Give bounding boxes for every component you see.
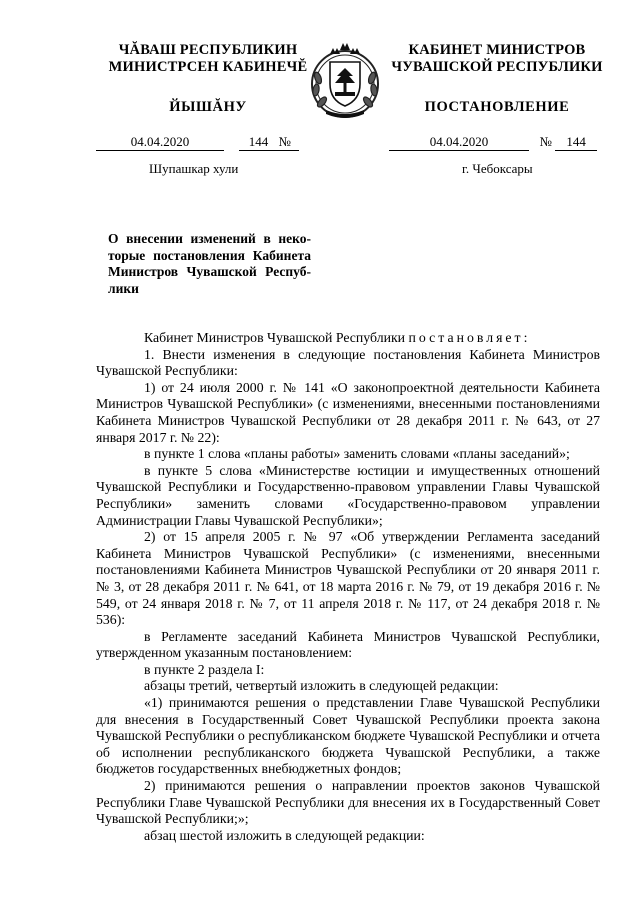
body-paragraph: в пункте 5 слова «Министерстве юстиции и имущественных отношений Чувашской Республики и Государственно-правовом управлении Главы Чувашской Республики» заменить словами «Государственно-правовом управлении Администрации Главы Чувашской Республики»;	[96, 462, 600, 528]
right-organization-name	[372, 42, 622, 76]
document-body	[96, 330, 600, 844]
body-paragraph: абзац шестой изложить в следующей редакции:	[144, 827, 425, 843]
left-number-sign: №	[279, 134, 299, 151]
body-paragraph: в пункте 2 раздела I:	[144, 661, 265, 677]
body-intro	[96, 330, 600, 347]
right-registration-date: 04.04.2020	[389, 134, 529, 151]
right-place-of-issue: г. Чебоксары	[462, 161, 533, 176]
left-org-line-2: МИНИСТРСЕН КАБИНЕЧĔ	[108, 59, 308, 75]
body-paragraph: «1) принимаются решения о представлении Главе Чувашской Республики для внесения в Государственный Совет Чувашской Республики проекта закона Чувашской Республики о республиканском бюджете Чувашской Республики и отчета об исполнении республиканского бюджета Чувашской Республики, а также бюджетов государственных внебюджетных фондов;	[96, 695, 600, 777]
right-registration-line	[389, 134, 597, 151]
right-number-sign: №	[539, 134, 552, 149]
body-paragraph: 1. Внести изменения в следующие постановления Кабинета Министров Чувашской Республики:	[96, 346, 600, 379]
intro-lead: Кабинет Министров Чувашской Республики	[144, 330, 406, 345]
left-place-of-issue: Шупашкар хули	[149, 161, 239, 176]
left-registration-date: 04.04.2020	[96, 134, 224, 151]
right-org-line-2: ЧУВАШСКОЙ РЕСПУБЛИКИ	[391, 59, 603, 75]
right-org-line-1: КАБИНЕТ МИНИСТРОВ	[408, 42, 586, 58]
intro-verb: постановляет:	[408, 330, 531, 345]
left-organization-name	[88, 42, 328, 76]
document-title: О внесении изменений в неко-торые постановления Кабинета Министров Чувашской Респуб-лики	[108, 231, 311, 296]
chuvash-coat-of-arms-icon	[308, 40, 382, 120]
right-document-type: ПОСТАНОВЛЕНИЕ	[424, 99, 570, 115]
body-paragraph: 2) от 15 апреля 2005 г. № 97 «Об утверждении Регламента заседаний Кабинета Министров Чувашской Республики» (с изменениями, внесенными постановлениями Кабинета Министров Чувашской Республики от 20 января 2011 г. № 3, от 28 декабря 2011 г. № 641, от 18 марта 2016 г. № 79, от 19 декабря 2016 г. № 549, от 24 января 2018 г. № 7, от 11 апреля 2018 г. № 117, от 24 декабря 2018 г. № 536):	[96, 529, 600, 628]
right-registration-number: 144	[555, 134, 597, 151]
left-org-line-1: ЧĂВАШ РЕСПУБЛИКИН	[118, 42, 298, 58]
body-paragraph: 1) от 24 июля 2000 г. № 141 «О законопроектной деятельности Кабинета Министров Чувашской Республики» (с изменениями, внесенными постановлениями Кабинета Министров Чувашской Республики от 28 декабря 2011 г. № 643, от 27 января 2017 г. № 22):	[96, 379, 600, 445]
left-registration-line	[96, 134, 299, 151]
left-document-type: ЙЫШĂНУ	[169, 99, 247, 115]
body-paragraph: абзацы третий, четвертый изложить в следующей редакции:	[144, 678, 499, 694]
body-paragraph: 2) принимаются решения о направлении проектов законов Чувашской Республики Главе Чувашской Республики для внесения их в Государственный Совет Чувашской Республики;»;	[96, 778, 600, 827]
body-paragraph: в пункте 1 слова «планы работы» заменить словами «планы заседаний»;	[144, 446, 570, 462]
left-registration-number: 144	[239, 134, 279, 151]
body-paragraph: в Регламенте заседаний Кабинета Министров Чувашской Республики, утвержденном указанным постановлением:	[96, 628, 600, 661]
